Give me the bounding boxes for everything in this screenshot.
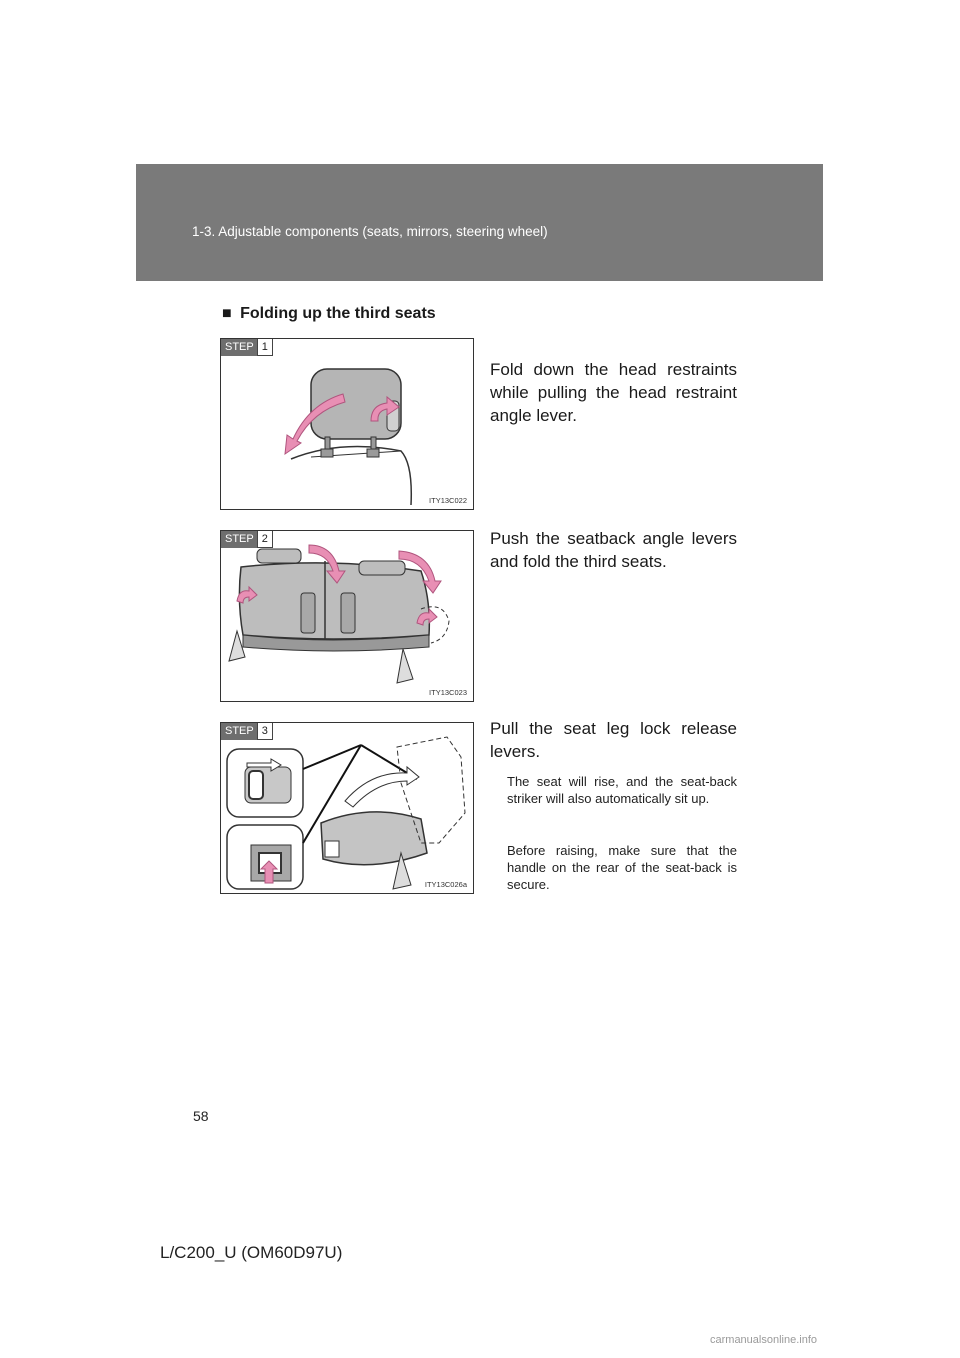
step-badge	[221, 531, 273, 548]
figure-code: ITY13C026a	[424, 880, 467, 889]
bullet-square-icon: ■	[222, 305, 232, 322]
note-handle-secure: Before raising, make sure that the handle on the rear of the seat-back is secure.	[507, 843, 737, 892]
header-band	[136, 164, 823, 281]
head-restraint-illustration	[221, 339, 474, 510]
step-1-text: Fold down the head restraints while pulling the head restraint angle lever.	[490, 360, 737, 425]
figure-code: ITY13C023	[429, 688, 467, 697]
note-seat-rise: The seat will rise, and the seat-back striker will also automatically sit up.	[507, 774, 737, 806]
step-3-figure	[220, 722, 474, 894]
step-3-text: Pull the seat leg lock release levers.	[490, 719, 737, 761]
section-title	[222, 305, 436, 323]
section-title-text: Folding up the third seats	[240, 305, 436, 322]
step-badge-number: 1	[257, 339, 273, 356]
step-badge-label: STEP	[221, 339, 257, 356]
step-1-figure	[220, 338, 474, 510]
step-2-text: Push the seatback angle levers and fold the third seats.	[490, 529, 737, 571]
step-badge	[221, 723, 273, 740]
step-badge-label: STEP	[221, 531, 257, 548]
watermark: carmanualsonline.info	[710, 1334, 818, 1346]
step-badge-label: STEP	[221, 723, 257, 740]
seatback-fold-illustration	[221, 531, 474, 702]
step-badge-number: 2	[257, 531, 273, 548]
breadcrumb: 1-3. Adjustable components (seats, mirrors, steering wheel)	[192, 224, 548, 239]
step-badge	[221, 339, 273, 356]
figure-code: ITY13C022	[429, 496, 467, 505]
document-code: L/C200_U (OM60D97U)	[160, 1243, 343, 1262]
step-badge-number: 3	[257, 723, 273, 740]
step-2-figure	[220, 530, 474, 702]
seat-leg-lock-illustration	[221, 723, 474, 894]
page-number: 58	[193, 1108, 209, 1124]
